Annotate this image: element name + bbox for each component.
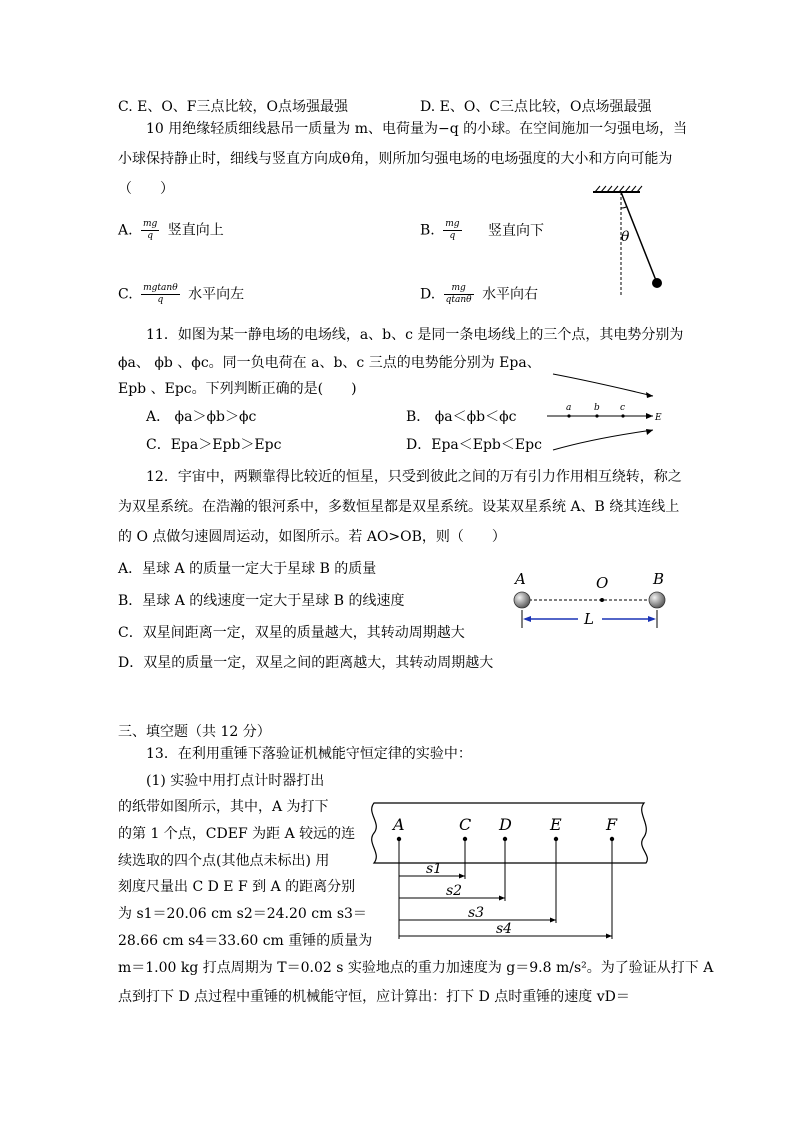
tape-label-E: E (550, 815, 562, 834)
q12-stem-line2: 为双星系统。在浩瀚的银河系中，多数恒星都是双星系统。设某双星系统 A、B 绕其连线上 (118, 499, 680, 515)
q9-option-d: D. E、O、C三点比较，O点场强最强 (420, 99, 652, 115)
q12-stem-line1: 12．宇宙中，两颗靠得比较近的恒星，只受到彼此之间的万有引力作用相互绕转，称之 (146, 469, 682, 485)
q12-option-b: B．星球 A 的线速度一定大于星球 B 的线速度 (118, 593, 405, 609)
arrow-lower (646, 429, 653, 435)
q10-stem-line2: 小球保持静止时，细线与竖直方向成θ角，则所加匀强电场的电场强度的大小和方向可能为 (118, 151, 673, 167)
paper-tape-figure (354, 797, 660, 947)
q13-p1: (1) 实验中用打点计时器打出 (146, 773, 325, 789)
label-s4: s4 (496, 921, 513, 937)
charged-ball (652, 278, 662, 288)
label-b: b (594, 403, 600, 413)
q12-option-d: D．双星的质量一定，双星之间的距离越大，其转动周期越大 (118, 655, 494, 671)
q9-option-c: C. E、O、F三点比较，O点场强最强 (118, 99, 349, 115)
label-s2: s2 (446, 883, 463, 899)
q11-option-c: C．Epa＞Epb＞Epc (146, 437, 282, 453)
label-B: B (653, 570, 665, 588)
fraction: $\frac{mg}{qtan\theta}$ (445, 283, 472, 305)
field-line-lower (553, 430, 653, 450)
q11-option-a: A． ϕa＞ϕb＞ϕc (146, 409, 257, 425)
field-line-upper (553, 374, 653, 396)
label-A: A (515, 570, 526, 588)
label-a: a (566, 403, 572, 413)
label-e: E (655, 413, 662, 423)
tape-label-F: F (606, 815, 618, 834)
dim-arrow-left (523, 616, 531, 622)
theta-label: θ (621, 229, 630, 245)
q11-stem-line1: 11．如图为某一静电场的电场线，a、b、c 是同一条电场线上的三个点，其电势分别为 (146, 327, 684, 343)
star-b (649, 592, 665, 608)
q11-option-b: B． ϕa＜ϕb＜ϕc (406, 409, 517, 425)
star-a (514, 592, 530, 608)
q13-p3: 的第 1 个点，CDEF 为距 A 较远的连 (118, 826, 356, 842)
q10-stem-line1: 10 用绝缘轻质细线悬吊一质量为 m、电荷量为−q 的小球。在空间施加一匀强电场，当 (146, 121, 688, 137)
q13-p6: 为 s1＝20.06 cm s2＝24.20 cm s3＝ (118, 906, 367, 922)
q13-p9: 点到打下 D 点过程中重锤的机械能守恒，应计算出：打下 D 点时重锤的速度 vD＝ (118, 989, 630, 1005)
arrow-middle (646, 413, 653, 419)
q12-option-c: C．双星间距离一定，双星的质量越大，其转动周期越大 (118, 625, 465, 641)
label-c: c (620, 403, 626, 413)
field-lines-figure (545, 370, 665, 452)
arrow-upper (646, 392, 653, 398)
point-b (595, 414, 598, 417)
q12-option-a: A．星球 A 的质量一定大于星球 B 的质量 (118, 561, 377, 577)
pendulum-figure (585, 184, 675, 299)
binary-star-figure (505, 566, 675, 634)
q11-stem-line3: Epb 、Epc。下列判断正确的是( ) (118, 381, 357, 397)
q13-p2: 的纸带如图所示，其中，A 为打下 (118, 799, 329, 815)
section3-title: 三、填空题（共 12 分） (118, 724, 271, 740)
dim-arrow-right (648, 616, 656, 622)
point-a (567, 414, 570, 417)
label-L: L (584, 610, 594, 628)
q10-option-b: B. $\frac{mg}{q}$ 竖直向下 (420, 219, 544, 241)
tape-label-A: A (393, 815, 405, 834)
tape-label-C: C (459, 815, 472, 834)
q10-paren: （ ） (118, 181, 174, 197)
q13-p5: 刻度尺量出 C D E F 到 A 的距离分别 (118, 879, 356, 895)
q12-stem-line3: 的 O 点做匀速圆周运动，如图所示。若 AO>OB，则（ ） (118, 529, 506, 545)
q10-option-a: A. $\frac{mg}{q}$ 竖直向上 (118, 219, 224, 241)
tape-label-D: D (499, 815, 512, 834)
q11-stem-line2: ϕa、 ϕb 、ϕc。同一负电荷在 a、b、c 三点的电势能分别为 Epa、 (118, 355, 541, 371)
fraction: $\frac{mgtan\theta}{q}$ (143, 283, 178, 305)
point-c (621, 414, 624, 417)
fraction: $\frac{mg}{q}$ (143, 219, 158, 241)
center-o (600, 598, 604, 602)
q13-p7: 28.66 cm s4＝33.60 cm 重锤的质量为 (118, 933, 373, 949)
fraction: $\frac{mg}{q}$ (445, 219, 460, 241)
q11-option-d: D．Epa＜Epb＜Epc (406, 437, 542, 453)
q10-option-d: D. $\frac{mg}{qtan\theta}$ 水平向右 (420, 283, 539, 305)
q13-stem: 13．在利用重锤下落验证机械能守恒定律的实验中： (146, 746, 472, 762)
q13-p4: 续选取的四个点(其他点未标出) 用 (118, 853, 330, 869)
q10-option-c: C. $\frac{mgtan\theta}{q}$ 水平向左 (118, 283, 245, 305)
label-s3: s3 (468, 905, 485, 921)
q13-p8: m＝1.00 kg 打点周期为 T＝0.02 s 实验地点的重力加速度为 g＝9.8 m/s²。为了验证从打下 A (118, 960, 714, 976)
label-O: O (596, 574, 609, 592)
label-s1: s1 (426, 861, 443, 877)
